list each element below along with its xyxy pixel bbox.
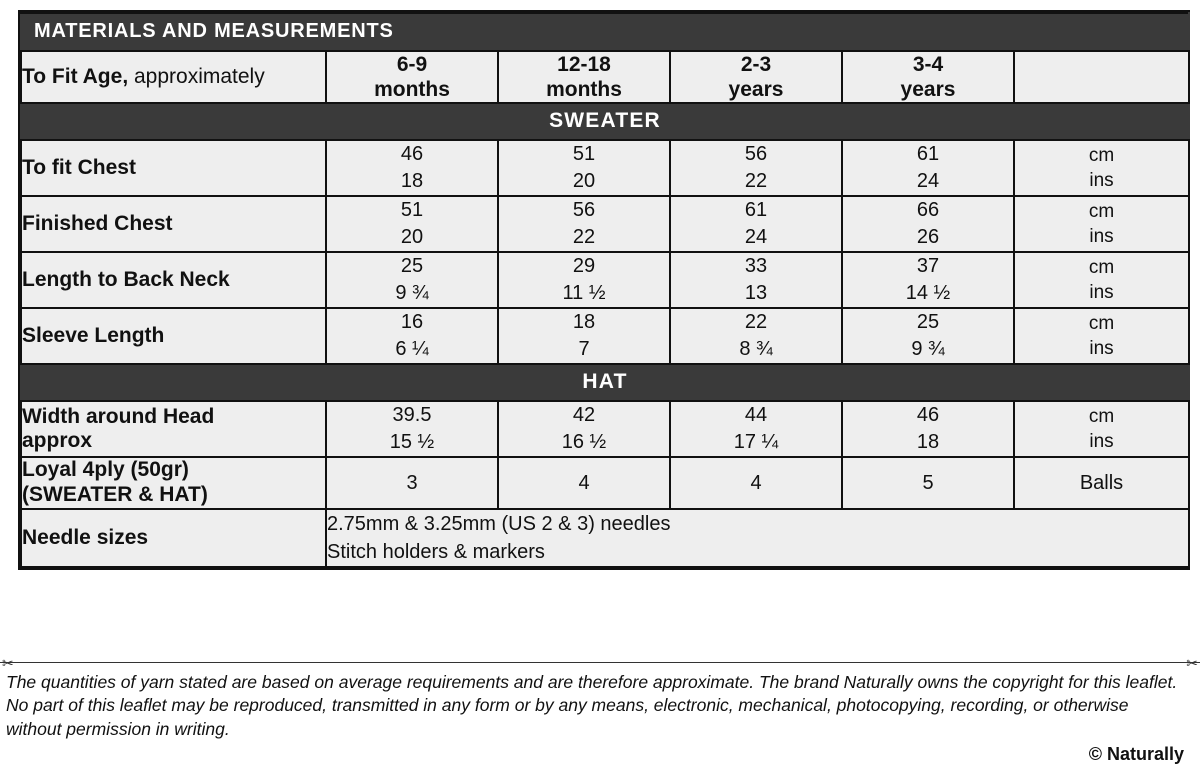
label-line2: approx — [22, 429, 93, 453]
unit-ins: ins — [1089, 431, 1114, 453]
yarn-label-line1: Loyal 4ply (50gr) — [22, 458, 189, 482]
cell-to-fit-chest-2 — [670, 140, 842, 196]
value-cm: 42 — [572, 404, 596, 427]
crop-mark-left: ✂ — [2, 655, 14, 671]
cell-finished-chest-2 — [670, 196, 842, 252]
row-label-sleeve-length: Sleeve Length — [21, 308, 326, 364]
cell-length-back-neck-2 — [670, 252, 842, 308]
cell-to-fit-chest-3 — [842, 140, 1014, 196]
value-cm: 61 — [916, 143, 940, 166]
cell-yarn-balls-2: 4 — [670, 457, 842, 509]
row-label-needle-sizes: Needle sizes — [21, 509, 326, 567]
units-finished-chest — [1014, 196, 1189, 252]
units-length-back-neck — [1014, 252, 1189, 308]
unit-cm: cm — [1088, 144, 1115, 166]
to-fit-age-label — [21, 51, 326, 103]
size-header-row — [21, 51, 1189, 103]
hat-section-banner: HAT — [21, 364, 1189, 401]
value-cm: 33 — [744, 255, 768, 278]
value-ins: 15 ½ — [389, 431, 435, 454]
value-cm: 46 — [916, 404, 940, 427]
cell-yarn-balls-1: 4 — [498, 457, 670, 509]
table-row — [21, 252, 1189, 308]
cell-width-head-3 — [842, 401, 1014, 457]
sweater-banner-row — [21, 103, 1189, 140]
value-cm: 51 — [400, 199, 424, 222]
row-label-finished-chest: Finished Chest — [21, 196, 326, 252]
cell-finished-chest-1 — [498, 196, 670, 252]
value-cm: 66 — [916, 199, 940, 222]
cell-length-back-neck-1 — [498, 252, 670, 308]
cell-width-head-2 — [670, 401, 842, 457]
row-label-width-around-head — [21, 401, 326, 457]
size-0-line2: months — [374, 78, 450, 102]
needle-line1: 2.75mm & 3.25mm (US 2 & 3) needles — [327, 512, 671, 535]
needle-sizes-value — [326, 509, 1189, 567]
cell-yarn-balls-3: 5 — [842, 457, 1014, 509]
row-label-length-to-back-neck: Length to Back Neck — [21, 252, 326, 308]
value-ins: 7 — [578, 338, 590, 361]
value-cm: 37 — [916, 255, 940, 278]
table-row — [21, 140, 1189, 196]
value-ins: 22 — [572, 226, 596, 249]
cell-to-fit-chest-1 — [498, 140, 670, 196]
size-column-3 — [842, 51, 1014, 103]
unit-cm: cm — [1088, 256, 1115, 278]
copyright-notice: © Naturally — [1088, 743, 1184, 764]
unit-cm: cm — [1088, 200, 1115, 222]
size-column-2 — [670, 51, 842, 103]
value-ins: 18 — [916, 431, 940, 454]
size-0-line1: 6-9 — [396, 53, 428, 76]
value-ins: 13 — [744, 282, 768, 305]
unit-balls: Balls — [1014, 457, 1189, 509]
value-ins: 8 ¾ — [739, 338, 773, 361]
value-cm: 61 — [744, 199, 768, 222]
table-title-row — [21, 13, 1189, 51]
cell-to-fit-chest-0 — [326, 140, 498, 196]
value-ins: 9 ¾ — [911, 338, 945, 361]
cell-sleeve-length-0 — [326, 308, 498, 364]
size-3-line1: 3-4 — [912, 53, 944, 76]
sweater-section-banner: SWEATER — [21, 103, 1189, 140]
cell-width-head-0 — [326, 401, 498, 457]
value-ins: 26 — [916, 226, 940, 249]
cell-finished-chest-3 — [842, 196, 1014, 252]
value-cm: 51 — [572, 143, 596, 166]
hat-banner-row — [21, 364, 1189, 401]
value-ins: 17 ¼ — [733, 431, 779, 454]
cell-sleeve-length-2 — [670, 308, 842, 364]
value-cm: 25 — [916, 311, 940, 334]
unit-column-header — [1014, 51, 1189, 103]
measurements-table — [20, 12, 1190, 568]
to-fit-age-bold: To Fit Age, — [22, 64, 129, 88]
size-2-line2: years — [728, 78, 784, 102]
value-cm: 39.5 — [392, 404, 432, 427]
units-width-head — [1014, 401, 1189, 457]
unit-cm: cm — [1088, 405, 1115, 427]
size-1-line1: 12-18 — [557, 53, 611, 76]
cell-sleeve-length-3 — [842, 308, 1014, 364]
value-ins: 6 ¼ — [395, 338, 429, 361]
value-ins: 24 — [916, 170, 940, 193]
unit-ins: ins — [1089, 338, 1114, 360]
footer-disclaimer — [0, 662, 1200, 767]
value-cm: 46 — [400, 143, 424, 166]
table-title-banner: MATERIALS AND MEASUREMENTS — [21, 13, 1189, 51]
size-column-0 — [326, 51, 498, 103]
size-1-line2: months — [546, 78, 622, 102]
unit-cm: cm — [1088, 312, 1115, 334]
value-cm: 25 — [400, 255, 424, 278]
value-cm: 16 — [400, 311, 424, 334]
value-ins: 11 ½ — [562, 282, 606, 305]
unit-ins: ins — [1089, 282, 1114, 304]
cell-length-back-neck-0 — [326, 252, 498, 308]
cell-length-back-neck-3 — [842, 252, 1014, 308]
cell-yarn-balls-0: 3 — [326, 457, 498, 509]
value-ins: 24 — [744, 226, 768, 249]
table-row — [21, 196, 1189, 252]
label-line1: Width around Head — [22, 404, 215, 428]
value-ins: 18 — [400, 170, 424, 193]
table-row — [21, 308, 1189, 364]
value-cm: 56 — [572, 199, 596, 222]
cell-width-head-1 — [498, 401, 670, 457]
row-label-to-fit-chest: To fit Chest — [21, 140, 326, 196]
value-ins: 14 ½ — [905, 282, 951, 305]
size-2-line1: 2-3 — [740, 53, 772, 76]
units-to-fit-chest — [1014, 140, 1189, 196]
value-cm: 56 — [744, 143, 768, 166]
value-ins: 16 ½ — [561, 431, 607, 454]
value-ins: 22 — [744, 170, 768, 193]
crop-mark-right: ✂ — [1186, 655, 1198, 671]
cell-sleeve-length-1 — [498, 308, 670, 364]
value-ins: 20 — [572, 170, 596, 193]
to-fit-age-light: approximately — [128, 64, 265, 88]
yarn-label-line2: (SWEATER & HAT) — [22, 483, 208, 507]
needle-line2: Stitch holders & markers — [327, 540, 545, 563]
value-ins: 9 ¾ — [395, 282, 429, 305]
row-label-yarn-quantity — [21, 457, 326, 509]
table-row — [21, 457, 1189, 509]
size-column-1 — [498, 51, 670, 103]
footer-text: The quantities of yarn stated are based on average requirements and are therefore approximate. The brand Naturally owns the copyright for this leaflet. No part of this leaflet may be reproduced, transmitted in any form or by any means, electronic, mechanical, photocopying, recording, or otherwise without permission in writing. — [6, 672, 1178, 739]
value-ins: 20 — [400, 226, 424, 249]
cell-finished-chest-0 — [326, 196, 498, 252]
value-cm: 22 — [744, 311, 768, 334]
materials-and-measurements-table — [18, 10, 1190, 570]
value-cm: 44 — [744, 404, 768, 427]
value-cm: 29 — [572, 255, 596, 278]
units-sleeve-length — [1014, 308, 1189, 364]
unit-ins: ins — [1089, 226, 1114, 248]
unit-ins: ins — [1089, 170, 1114, 192]
value-cm: 18 — [572, 311, 596, 334]
table-row — [21, 509, 1189, 567]
table-row — [21, 401, 1189, 457]
size-3-line2: years — [900, 78, 956, 102]
